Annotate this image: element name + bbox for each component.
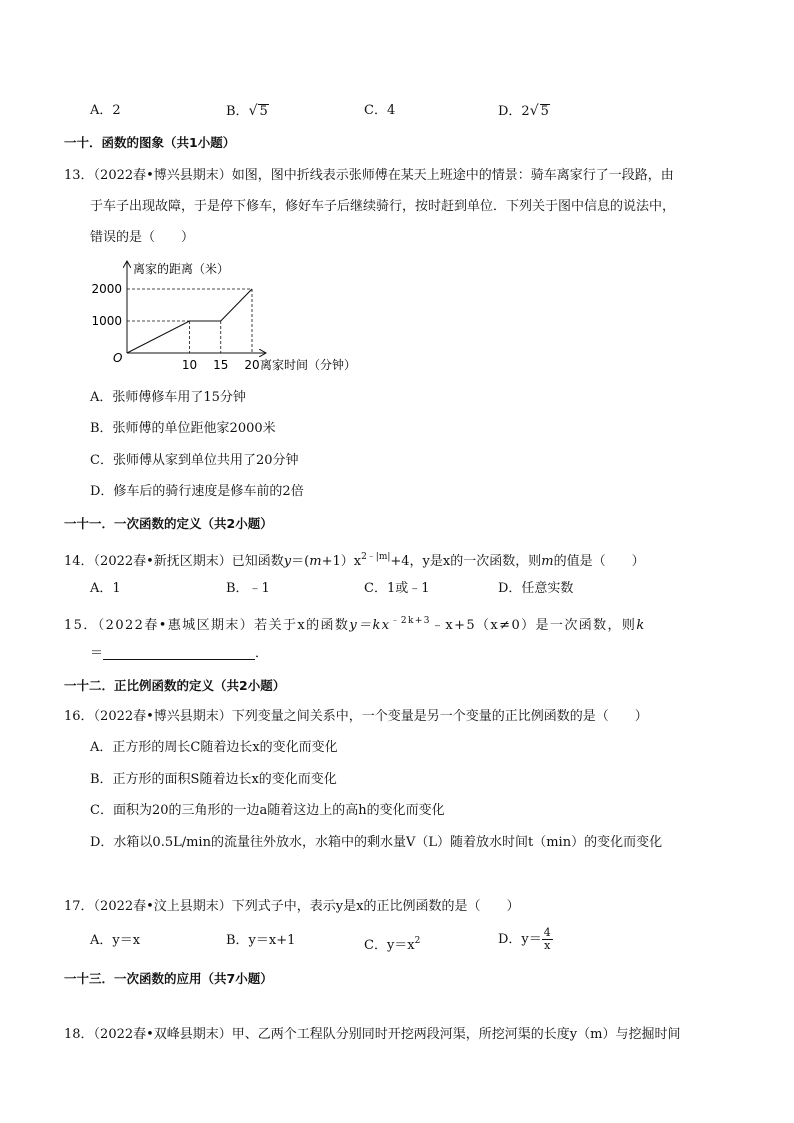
q17-option-d[interactable]: D．y＝ $\frac{4}{x}$ bbox=[498, 926, 551, 952]
q16-stem: 16．（2022春•博兴县期末）下列变量之间关系中，一个变量是另一个变量的正比例函数的是（ ） bbox=[64, 709, 648, 724]
q17-option-a[interactable]: A．y＝x bbox=[90, 933, 141, 948]
y-tick-label: 2000 bbox=[91, 282, 122, 296]
q13-stem-line2: 于车子出现故障，于是停下修车，修好车子后继续骑行，按时赶到单位．下列关于图中信息的说法中， bbox=[90, 199, 676, 214]
section-heading-10: 一十．函数的图象（共1小题） bbox=[64, 135, 236, 150]
q15-answer-line: ＝ ． bbox=[90, 646, 269, 661]
q17-stem: 17．（2022春•汶上县期末）下列式子中，表示y是x的正比例函数的是（ ） bbox=[64, 899, 520, 914]
section-heading-12: 一十二．正比例函数的定义（共2小题） bbox=[64, 678, 286, 693]
q13-stem-line1: 13．（2022春•博兴县期末）如图，图中折线表示张师傅在某天上班途中的情景：骑车离家行了一段路，由 bbox=[64, 168, 674, 183]
q12-option-d-radicand: 5 bbox=[540, 104, 549, 119]
q13-option-b[interactable]: B．张师傅的单位距他家2000米 bbox=[90, 421, 276, 436]
q13-option-d[interactable]: D．修车后的骑行速度是修车前的2倍 bbox=[90, 484, 304, 499]
q12-option-d-label: D．2 bbox=[498, 104, 530, 119]
q17-option-b[interactable]: B．y＝x+1 bbox=[226, 933, 296, 948]
q12-option-b-label: B． bbox=[226, 104, 249, 119]
q16-option-a[interactable]: A．正方形的周长C随着边长x的变化而变化 bbox=[90, 740, 338, 755]
x-axis-label: 离家时间（分钟） bbox=[260, 358, 357, 372]
q16-option-c[interactable]: C．面积为20的三角形的一边a随着这边上的高h的变化而变化 bbox=[90, 803, 445, 818]
q13-option-c[interactable]: C．张师傅从家到单位共用了20分钟 bbox=[90, 453, 299, 468]
q13-option-a[interactable]: A．张师傅修车用了15分钟 bbox=[90, 390, 246, 405]
sqrt-symbol: √ bbox=[248, 103, 258, 119]
q12-option-b[interactable] bbox=[226, 102, 269, 121]
x-tick-label: 15 bbox=[213, 358, 229, 372]
sqrt-symbol: √ bbox=[529, 103, 539, 119]
q14-option-d[interactable]: D．任意实数 bbox=[498, 581, 574, 596]
q15-stem: 15．（2022春•惠城区期末）若关于x的函数$y=kx^{﹣2k+3}﹣x+5(x\ne 0)$是一次函数，则k bbox=[64, 616, 646, 633]
q15-answer-blank[interactable] bbox=[103, 645, 255, 660]
q13-stem-line3: 错误的是（ ） bbox=[90, 230, 195, 245]
q14-option-b[interactable]: B．﹣1 bbox=[226, 581, 270, 596]
q14-option-c[interactable]: C．1或﹣1 bbox=[364, 581, 430, 596]
x-tick-label: 20 bbox=[244, 358, 260, 372]
fraction: $\frac{4}{x}$ bbox=[543, 926, 551, 952]
q16-option-b[interactable]: B．正方形的面积S随着边长x的变化而变化 bbox=[90, 772, 337, 787]
x-tick-label: 10 bbox=[181, 358, 198, 372]
y-tick-label: 1000 bbox=[91, 314, 122, 328]
q12-option-b-radicand: 5 bbox=[259, 104, 268, 119]
q17-option-c[interactable]: C．$y=x^2$ bbox=[364, 936, 421, 953]
q12-option-d[interactable] bbox=[498, 102, 550, 121]
origin-label: O bbox=[113, 351, 123, 365]
y-axis-label: 离家的距离（米） bbox=[133, 262, 230, 276]
section-heading-13: 一十三．一次函数的应用（共7小题） bbox=[64, 971, 273, 986]
q12-option-c[interactable]: C．4 bbox=[364, 103, 396, 118]
q14-stem: 14．（2022春•新抚区期末）已知函数$y=(m+1)x^{2﹣|m|}+4$，y是x的一次函数，则m的值是（ ） bbox=[64, 552, 645, 569]
distance-time-graph bbox=[91, 256, 390, 376]
q14-option-a[interactable]: A．1 bbox=[90, 581, 121, 596]
q18-stem: 18．（2022春•双峰县期末）甲、乙两个工程队分别同时开挖两段河渠，所挖河渠的长度y（m）与挖掘时间 bbox=[64, 1027, 681, 1042]
q12-option-a[interactable]: A．2 bbox=[90, 103, 121, 118]
q16-option-d[interactable]: D．水箱以0.5L/min的流量往外放水，水箱中的剩水量V（L）随着放水时间t（min）的变化而变化 bbox=[90, 835, 663, 850]
section-heading-11: 一十一．一次函数的定义（共2小题） bbox=[64, 516, 273, 531]
